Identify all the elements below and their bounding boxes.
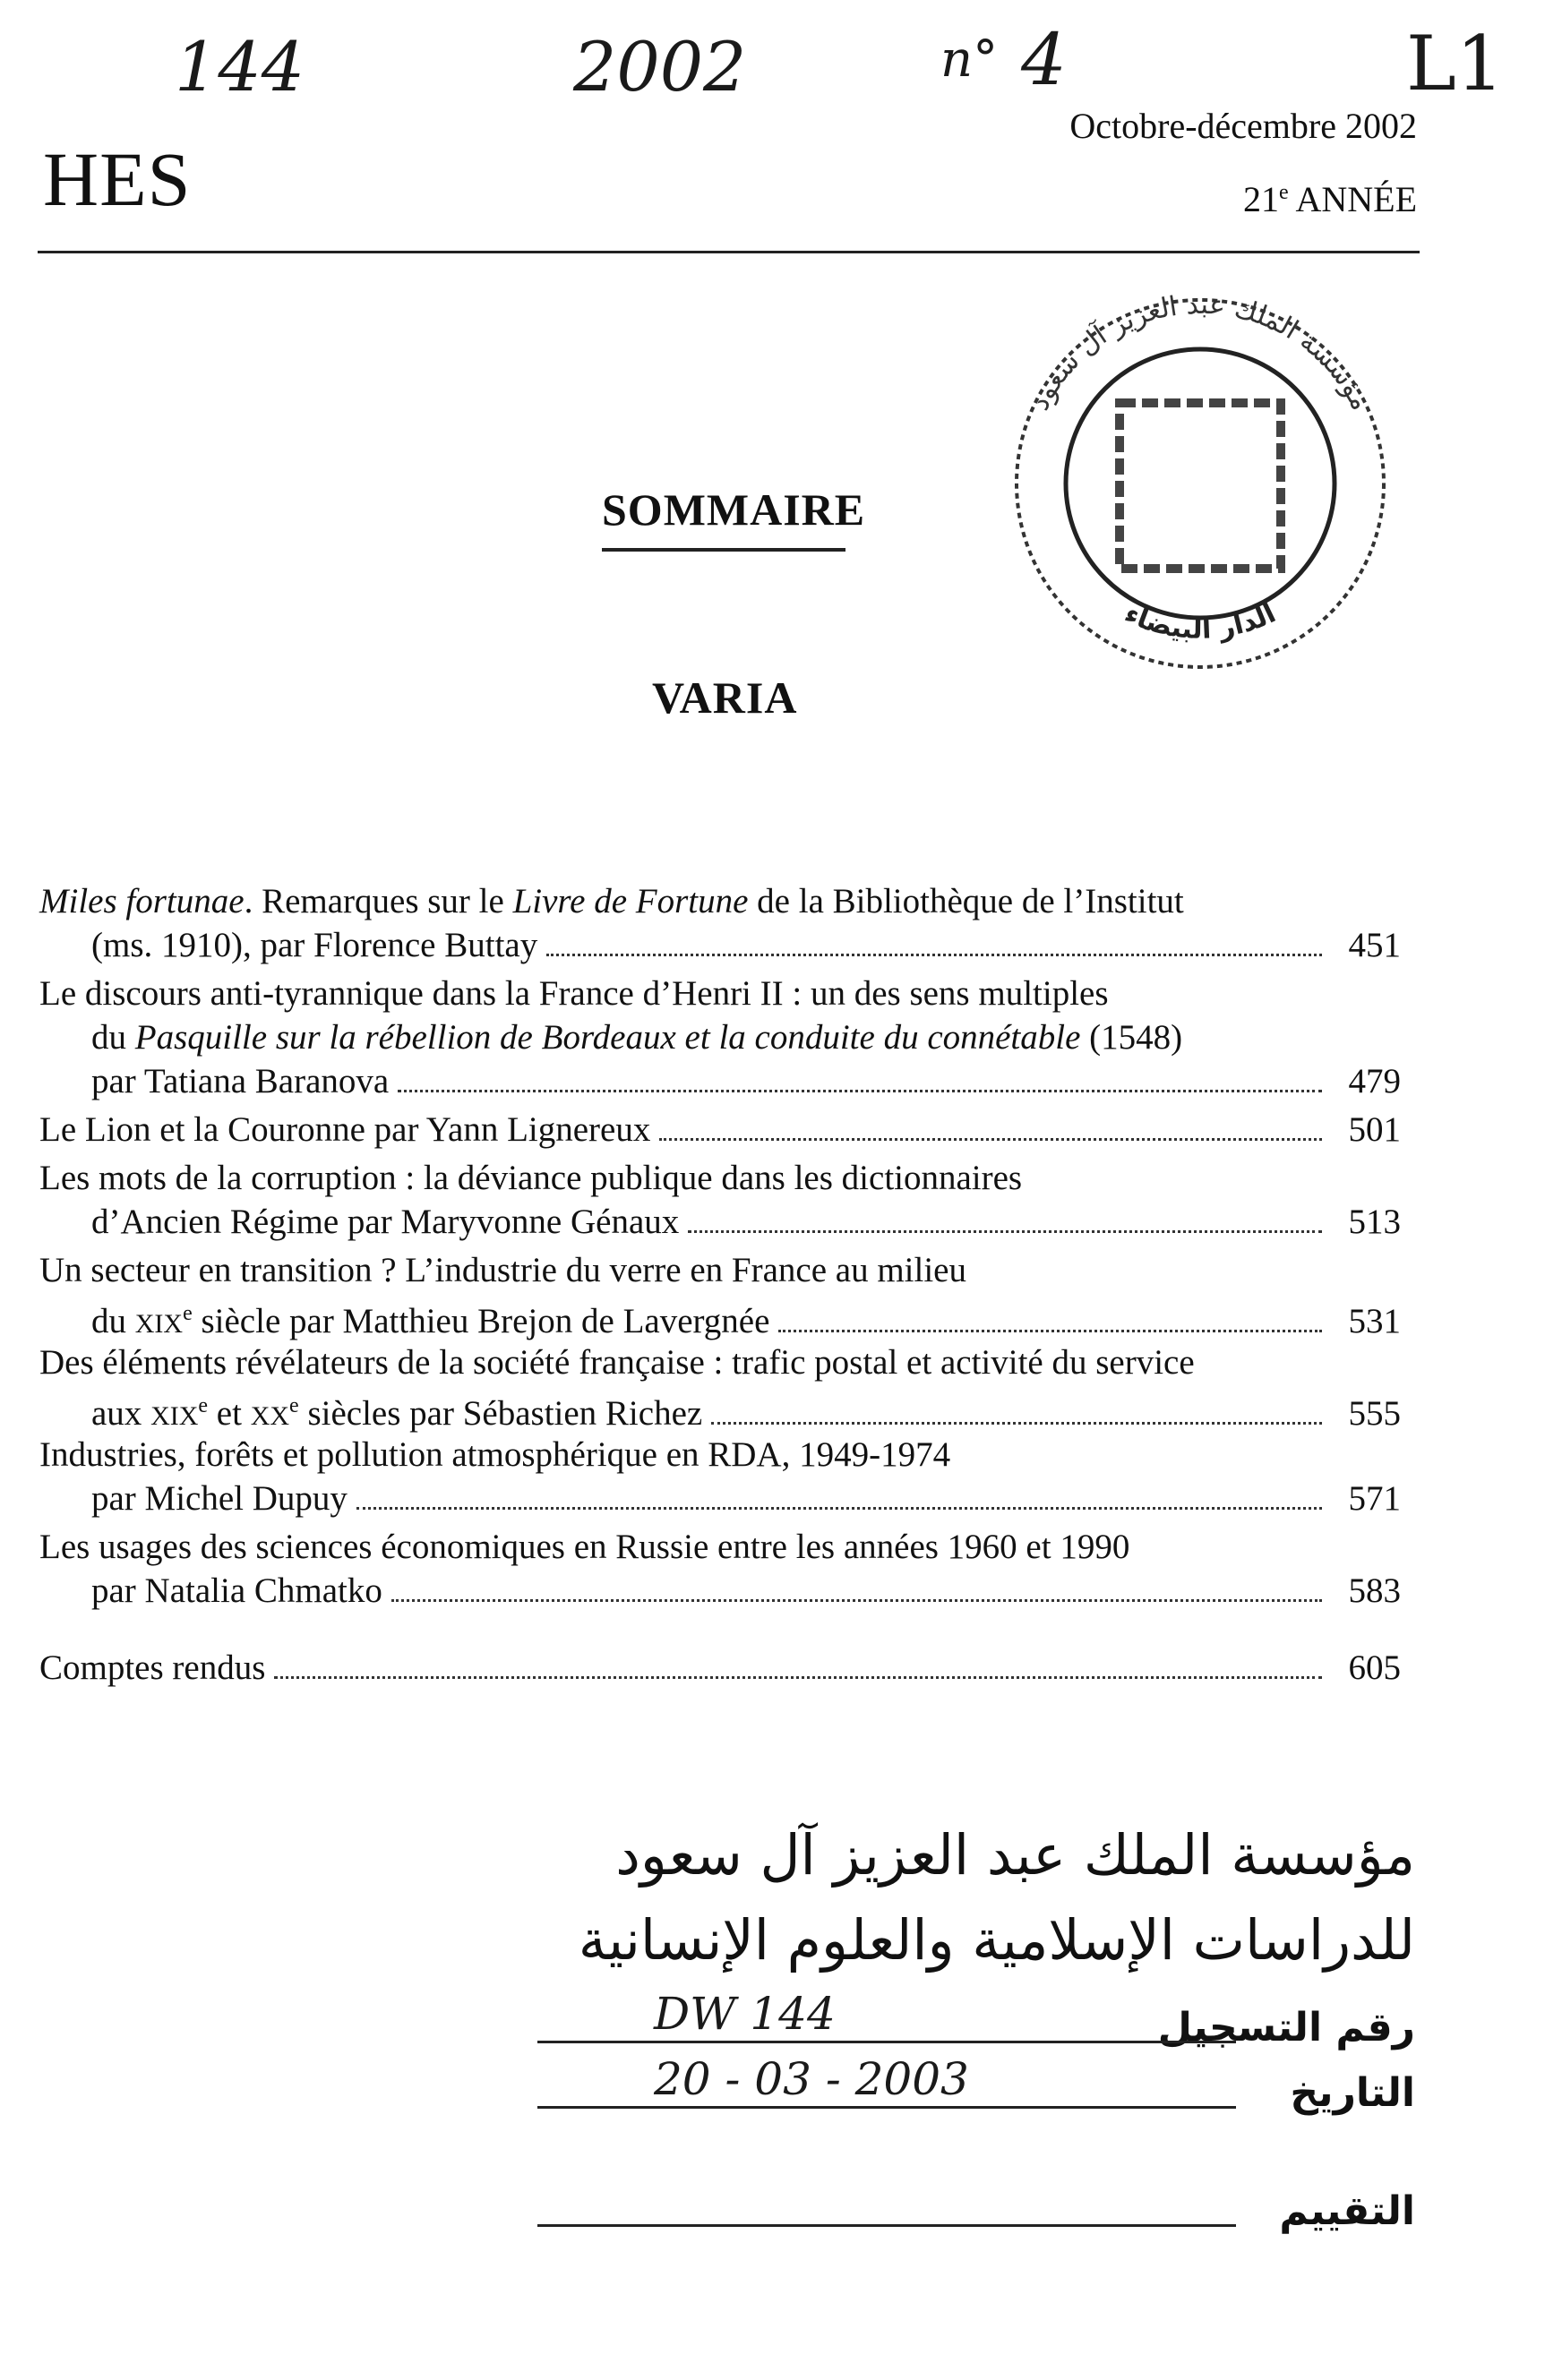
sommaire-title: SOMMAIRE: [602, 484, 866, 535]
page-number: 531: [1348, 1302, 1401, 1340]
entry-title: Le Lion et la Couronne par Yann Lignereux: [39, 1110, 651, 1149]
entry-title: Les usages des sciences économiques en Russie entre les années 1960 et 1990: [39, 1528, 1130, 1566]
handwritten-corner: L1: [1406, 20, 1505, 107]
page-number: 605: [1348, 1648, 1401, 1687]
registration-number-rule: [537, 2041, 1236, 2043]
year-suffix: e: [1279, 181, 1289, 204]
entry-author: (ms. 1910), par Florence Buttay: [91, 926, 538, 964]
entry-title: Des éléments révélateurs de la société française : trafic postal et activité du service: [39, 1343, 1195, 1382]
registration-institution: مؤسسة الملك عبد العزيز آل سعود: [615, 1822, 1415, 1888]
entry-title: Comptes rendus: [39, 1648, 266, 1687]
header-divider: [38, 251, 1420, 253]
entry-title: de la Bibliothèque de l’Institut: [748, 882, 1184, 920]
entry-title: du: [91, 1018, 135, 1057]
page-number: 513: [1348, 1203, 1401, 1241]
leader-dots: [356, 1506, 1322, 1510]
toc-entry[interactable]: [39, 879, 1401, 967]
registration-rating-rule: [537, 2224, 1236, 2227]
page-number: 583: [1348, 1571, 1401, 1610]
stamp-center-emblem: [1120, 403, 1281, 569]
entry-author: par Tatiana Baranova: [91, 1062, 390, 1100]
entry-title: . Remarques sur le: [244, 882, 513, 920]
leader-dots: [274, 1675, 1322, 1679]
toc-entry[interactable]: [39, 1433, 1401, 1520]
toc-entry[interactable]: [39, 1156, 1401, 1244]
registration-rating-row: [537, 2180, 1415, 2234]
page-number: 555: [1348, 1394, 1401, 1433]
registration-stamp: [502, 1822, 1415, 2324]
entry-title-italic: Pasquille sur la rébellion de Bordeaux et la conduite du connétable: [134, 1018, 1081, 1057]
registration-date-rule: [537, 2106, 1236, 2109]
entry-author: par Natalia Chmatko: [91, 1571, 382, 1610]
entry-author: d’Ancien Régime par Maryvonne Génaux: [91, 1203, 680, 1241]
section-heading: VARIA: [652, 672, 798, 723]
leader-dots: [391, 1598, 1322, 1602]
toc-entry[interactable]: [39, 1248, 1401, 1340]
issue-year: [1069, 159, 1417, 233]
leader-dots: [546, 953, 1322, 956]
entry-title: Les mots de la corruption : la déviance publique dans les dictionnaires: [39, 1159, 1023, 1197]
entry-title: Industries, forêts et pollution atmosphérique en RDA, 1949-1974: [39, 1435, 951, 1474]
toc-entry[interactable]: [39, 1525, 1401, 1613]
year-number: 21: [1243, 179, 1280, 219]
year-word: ANNÉE: [1295, 179, 1417, 219]
toc-entry-comptes-rendus[interactable]: [39, 1646, 1401, 1690]
leader-dots: [659, 1137, 1322, 1141]
leader-dots: [398, 1089, 1322, 1092]
entry-author: aux XIXe et XXe siècles par Sébastien Richez: [91, 1394, 703, 1433]
page-number: 571: [1348, 1479, 1401, 1518]
stamp-ring-text: مؤسسة الملك عبد العزيز آل سعود: [1024, 288, 1377, 415]
registration-number-row: [537, 1988, 1415, 2050]
table-of-contents: [39, 879, 1401, 1617]
page-number: 479: [1348, 1062, 1401, 1100]
entry-title-italic: Miles fortunae: [39, 882, 245, 920]
leader-dots: [711, 1421, 1322, 1425]
entry-title: Le discours anti-tyrannique dans la France d’Henri II : un des sens multiples: [39, 974, 1109, 1013]
registration-rating-label: التقييم: [1279, 2188, 1415, 2234]
entry-title: Un secteur en transition ? L’industrie du verre en France au milieu: [39, 1251, 966, 1289]
journal-title: HES: [43, 136, 192, 222]
stamp-city-text: الدار البيضاء: [1120, 597, 1281, 646]
toc-entry[interactable]: [39, 1108, 1401, 1151]
toc-entry[interactable]: [39, 972, 1401, 1103]
entry-author: par Michel Dupuy: [91, 1479, 348, 1518]
registration-date-value: 20 - 03 - 2003: [654, 2053, 969, 2105]
toc-entry[interactable]: [39, 1340, 1401, 1433]
sommaire-underline: [602, 548, 845, 552]
leader-dots: [688, 1229, 1322, 1233]
handwritten-number: 144: [175, 27, 305, 107]
handwritten-issue: 4: [1021, 18, 1067, 101]
issue-info: [1069, 93, 1417, 233]
issue-period: Octobre-décembre 2002: [1069, 106, 1417, 146]
entry-title: (1548): [1080, 1018, 1183, 1057]
registration-date-label: التاريخ: [1290, 2070, 1415, 2116]
stamp-inner-ring: [1066, 349, 1335, 618]
page-number: 501: [1348, 1110, 1401, 1149]
handwritten-issue-prefix: n°: [940, 30, 999, 89]
entry-author: du XIXe siècle par Matthieu Brejon de Lavergnée: [91, 1302, 770, 1340]
registration-number-label: رقم التسجيل: [1157, 2005, 1415, 2050]
library-stamp: [976, 269, 1424, 672]
registration-date-row: [537, 2053, 1415, 2116]
registration-institution-subtitle: للدراسات الإسلامية والعلوم الإنسانية: [578, 1907, 1415, 1973]
page-number: 451: [1348, 926, 1401, 964]
leader-dots: [778, 1329, 1322, 1332]
handwritten-year: 2002: [573, 27, 747, 107]
registration-number-value: DW 144: [654, 1988, 836, 2040]
entry-title-italic: Livre de Fortune: [512, 882, 749, 920]
